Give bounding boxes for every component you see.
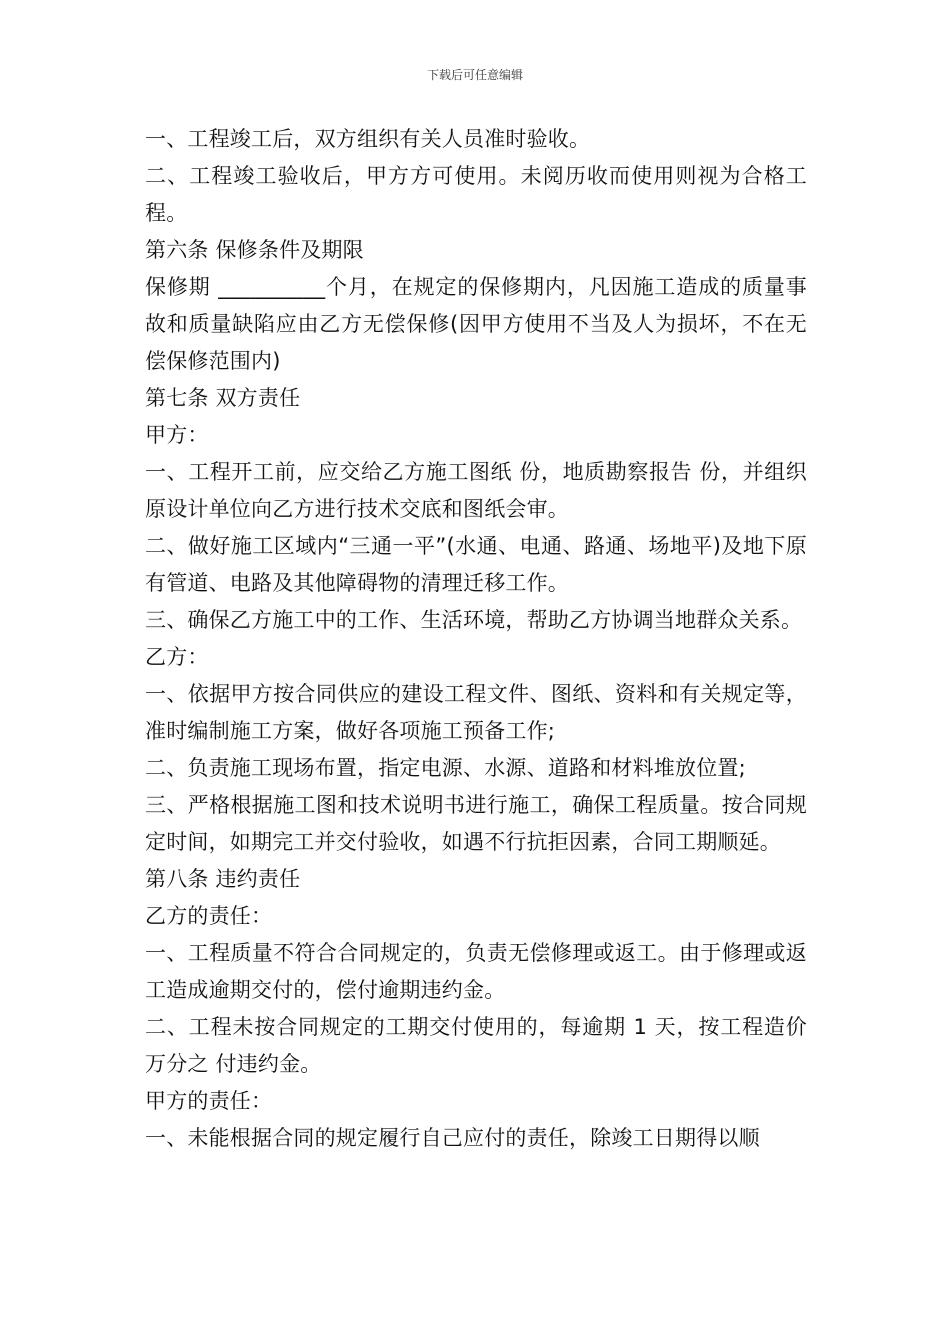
paragraph: 一、工程质量不符合合同规定的，负责无偿修理或返工。由于修理或返工造成逾期交付的，偿付逾期违约金。 — [145, 941, 807, 1002]
paragraph: 一、工程开工前，应交给乙方施工图纸 份，地质勘察报告 份，并组织原设计单位向乙方进行技术交底和图纸会审。 — [145, 460, 807, 521]
page-header: 下载后可任意编辑 — [426, 68, 523, 82]
paragraph: 三、确保乙方施工中的工作、生活环境，帮助乙方协调当地群众关系。 — [145, 608, 803, 632]
paragraph: 一、工程竣工后，双方组织有关人员准时验收。 — [145, 127, 591, 151]
paragraph: 一、依据甲方按合同供应的建设工程文件、图纸、资料和有关规定等，准时编制施工方案，做好各项施工预备工作; — [145, 682, 807, 743]
party-label: 乙方： — [145, 645, 209, 669]
section-heading: 第六条 保修条件及期限 — [145, 238, 364, 262]
paragraph: 三、严格根据施工图和技术说明书进行施工，确保工程质量。按合同规定时间，如期完工并交付验收，如遇不行抗拒因素，合同工期顺延。 — [145, 793, 807, 854]
paragraph: 二、做好施工区域内“三通一平”(水通、电通、路通、场地平)及地下原有管道、电路及其他障碍物的清理迁移工作。 — [145, 534, 807, 595]
party-label: 乙方的责任： — [145, 904, 273, 928]
paragraph: 保修期 __________个月，在规定的保修期内，凡因施工造成的质量事故和质量缺陷应由乙方无偿保修(因甲方使用不当及人为损坏，不在无偿保修范围内) — [145, 275, 807, 373]
paragraph: 二、工程未按合同规定的工期交付使用的，每逾期 1 天，按工程造价万分之 付违约金。 — [145, 1015, 807, 1076]
document-body — [145, 121, 807, 1157]
paragraph: 一、未能根据合同的规定履行自己应付的责任，除竣工日期得以顺 — [145, 1126, 760, 1150]
paragraph: 二、负责施工现场布置，指定电源、水源、道路和材料堆放位置; — [145, 756, 746, 780]
party-label: 甲方： — [145, 423, 209, 447]
section-heading: 第八条 违约责任 — [145, 867, 301, 891]
section-heading: 第七条 双方责任 — [145, 386, 301, 410]
paragraph: 二、工程竣工验收后，甲方方可使用。未阅历收而使用则视为合格工程。 — [145, 164, 807, 225]
party-label: 甲方的责任： — [145, 1089, 273, 1113]
